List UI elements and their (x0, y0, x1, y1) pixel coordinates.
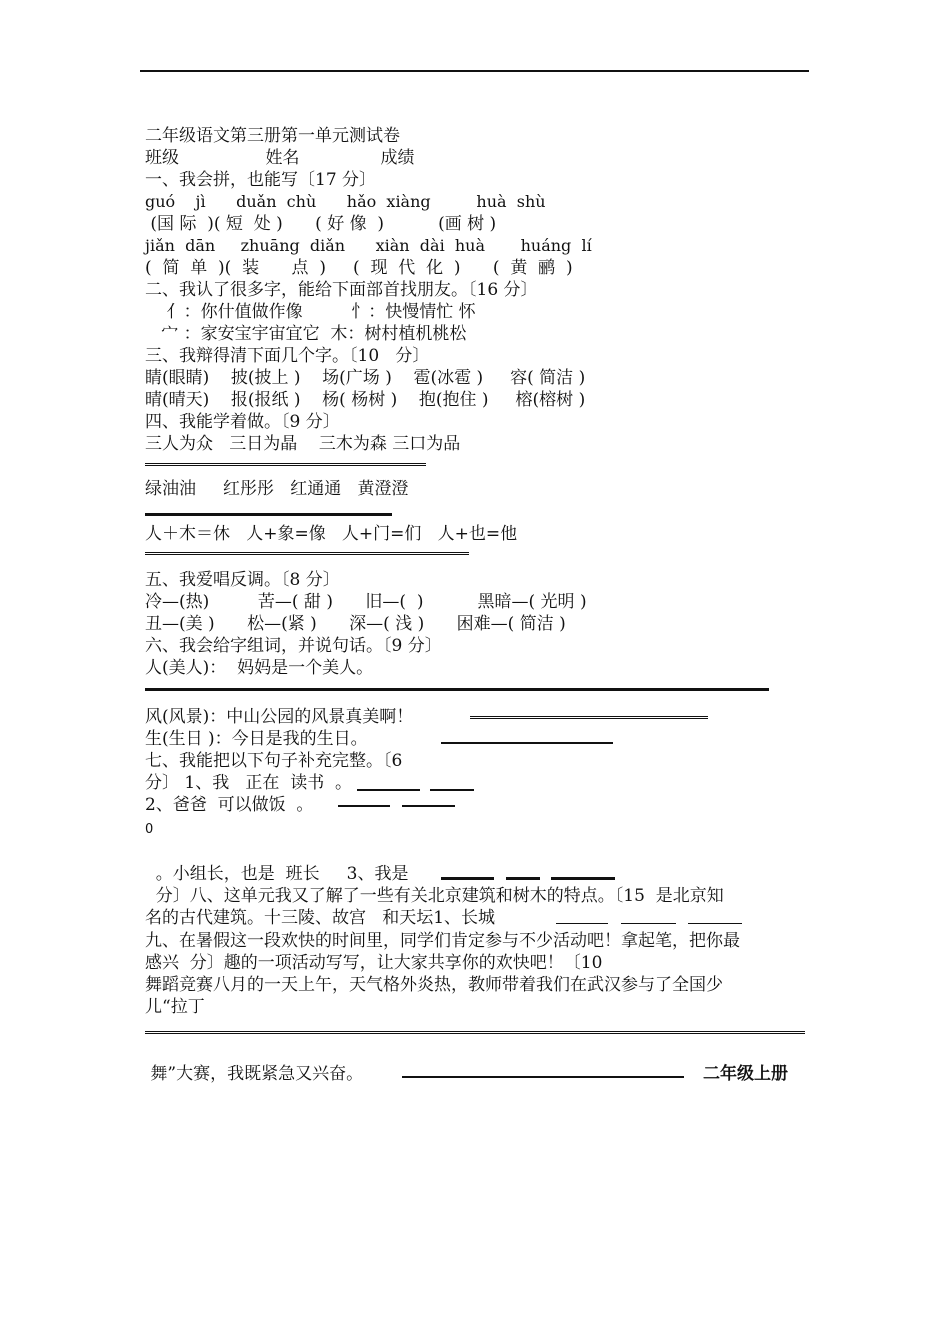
section-3-heading: 三、我辩得清下面几个字。〔10 分〕 (145, 346, 430, 366)
section-8-line-1: 分〕八、这单元我又了解了一些有关北京建筑和树木的特点。〔15 是北京知 (145, 886, 724, 906)
blank-2a[interactable] (338, 805, 390, 807)
footer-grade-label: 二年级上册 (703, 1064, 788, 1084)
pinyin-row-2: jiǎn dān zhuāng diǎn xiàn dài huà huáng lí (145, 236, 592, 255)
chars-row-2: ( 简 单 )( 装 点 ) ( 现 代 化 ) ( 黄 鹂 ) (145, 258, 573, 278)
blank-3c[interactable] (551, 877, 615, 880)
answer-line-3[interactable] (145, 552, 469, 555)
complete-sentence-1: 分〕 1、我 正在 读书 。 (145, 773, 353, 793)
section-9-line-1: 九、在暑假这一段欢快的时间里，同学们肯定参与不少活动吧！拿起笔，把你最 (145, 931, 740, 951)
answer-line-1[interactable] (145, 463, 426, 466)
blank-8c[interactable] (688, 923, 742, 924)
section-9-line-5: 舞”大赛，我既紧急又兴奋。 (145, 1064, 364, 1084)
radical-row-2: 宀 ：家安宝宇宙宜它 木：树村植机桃松 (145, 324, 467, 344)
section-9-line-2: 感兴 分〕趣的一项活动写写，让大家共享你的欢快吧！〔10 (145, 953, 603, 973)
section-7-heading: 七、我能把以下句子补充完整。〔6 (145, 751, 403, 771)
answer-line-10[interactable] (402, 1076, 684, 1078)
blank-2b[interactable] (402, 805, 455, 807)
pinyin-row-1: guó jì duǎn chù hǎo xiàng huà shù (145, 192, 546, 211)
page-title: 二年级语文第三册第一单元测试卷 (145, 126, 400, 146)
sentence-fengjing: 风(风景)：中山公园的风景真美啊！ (145, 707, 414, 727)
top-rule (140, 70, 809, 72)
answer-line-9[interactable] (145, 1031, 805, 1034)
blank-3b[interactable] (506, 877, 540, 880)
complete-sentence-2: 2、爸爸 可以做饭 。 (145, 795, 314, 815)
section-2-heading: 二、我认了很多字，能给下面部首找朋友。〔16 分〕 (145, 280, 538, 300)
student-info-line: 班级 姓名 成绩 (145, 148, 415, 168)
complete-sentence-3: 。小组长，也是 班长 3、我是 (145, 864, 409, 884)
blank-1b[interactable] (430, 789, 474, 791)
section-1-heading: 一、我会拼，也能写〔17 分〕 (145, 170, 377, 190)
char-row-2: 晴(晴天) 报(报纸 ) 杨( 杨树 ) 抱(抱住 ) 榕(榕树 ) (145, 390, 586, 410)
stray-zero: 0 (145, 822, 154, 837)
blank-3a[interactable] (441, 877, 494, 880)
section-9-line-4: 儿“拉丁 (145, 997, 205, 1017)
sentence-shengri: 生(生日 )：今日是我的生日。 (145, 729, 368, 749)
section-6-heading: 六、我会给字组词，并说句话。〔9 分〕 (145, 636, 442, 656)
pattern-line-2: 绿油油 红彤彤 红通通 黄澄澄 (145, 479, 409, 499)
section-4-heading: 四、我能学着做。〔9 分〕 (145, 412, 340, 432)
radical-row-1: 亻：你什值做作像 忄：快慢情忙 怀 (145, 302, 476, 322)
blank-8b[interactable] (621, 923, 676, 924)
answer-line-4[interactable] (145, 688, 769, 691)
blank-1a[interactable] (357, 789, 420, 791)
pattern-line-3: 人＋木＝休 人+象=像 人+门=们 人+也=他 (145, 524, 518, 544)
answer-line-6[interactable] (441, 742, 613, 744)
antonym-row-1: 冷—(热) 苦—( 甜 ) 旧—( ) 黑暗—( 光明 ) (145, 592, 587, 612)
example-sentence: 人(美人)： 妈妈是一个美人。 (145, 658, 374, 678)
section-5-heading: 五、我爱唱反调。〔8 分〕 (145, 570, 340, 590)
section-8-line-2: 名的古代建筑。十三陵、故宫 和天坛1、长城 (145, 908, 496, 928)
pattern-line-1: 三人为众 三日为晶 三木为森 三口为品 (145, 434, 461, 454)
antonym-row-2: 丑—(美 ) 松—(紧 ) 深—( 浅 ) 困难—( 简洁 ) (145, 614, 566, 634)
answer-line-2[interactable] (145, 513, 392, 516)
chars-row-1: (国 际 )( 短 处 ) ( 好 像 ) (画 树 ) (145, 214, 497, 234)
blank-8a[interactable] (556, 923, 608, 924)
section-9-line-3: 舞蹈竞赛八月的一天上午，天气格外炎热，教师带着我们在武汉参与了全国少 (145, 975, 723, 995)
char-row-1: 睛(眼睛) 披(披上 ) 场(广场 ) 雹(冰雹 ) 容( 简洁 ) (145, 368, 586, 388)
answer-line-5[interactable] (470, 716, 708, 719)
